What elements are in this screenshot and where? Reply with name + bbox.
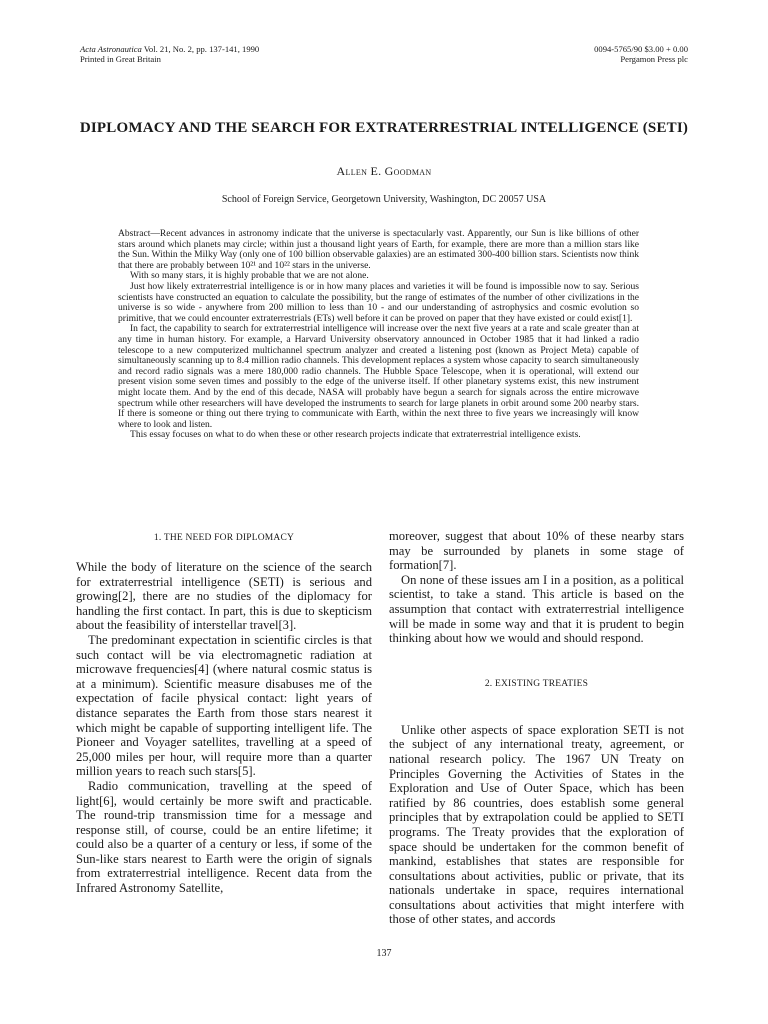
journal-name: Acta Astronautica (80, 44, 142, 54)
printed-in: Printed in Great Britain (80, 54, 161, 64)
abstract-paragraph: This essay focuses on what to do when these or other research projects indicate that extraterrestrial intelligence exists. (130, 429, 581, 441)
section-heading-1: 1. THE NEED FOR DIPLOMACY (153, 533, 295, 543)
right-column (389, 529, 684, 927)
body-paragraph: Radio communication, travelling at the speed of light[6], would certainly be more swift and practicable. The round-trip transmission time for a message and response still, of course, could be an entire lifetime; it could also be a quarter of a century or less, if some of the Sun-like stars nearest to Earth were the origin of signals from extraterrestrial intelligence. Recent data from the Infrared Astronomy Satellite, (76, 778, 372, 896)
abstract-paragraph: Just how likely extraterrestrial intelligence is or in how many places and varieties it will be found is impossible now to say. Serious scientists have constructed an equation to calculate the possibility, but the range of estimates of the number of other civilizations in the universe is so wide - anywhere from 200 million to less than 10 - and our understanding of astrophysics and cosmic evolution so primitive, that we could encounter extraterrestrials (ETs) well before it can be proved on paper that they have existed or could exist[1]. (118, 280, 639, 324)
left-column (76, 533, 372, 896)
journal-citation: Vol. 21, No. 2, pp. 137-141, 1990 (143, 44, 260, 54)
body-paragraph: moreover, suggest that about 10% of these nearby stars may be surrounded by planets in some stage of formation[7]. (389, 529, 684, 573)
running-header-right (594, 44, 688, 64)
body-paragraph: The predominant expectation in scientific circles is that such contact will be via electromagnetic radiation at microwave frequencies[4] (where natural cosmic status is at a minimum). Scientific measure disabuses me of the expectation of facile physical contact: light years of distance separates the Earth from those stars nearest it which might be capable of supporting intelligent life. The Pioneer and Voyager satellites, travelling at a speed of 25,000 miles per hour, will require more than a quarter million years to reach such stars[5]. (76, 632, 372, 779)
abstract-paragraph: Abstract—Recent advances in astronomy indicate that the universe is spectacularly vast. Apparently, our Sun is like billions of other stars around which planets may circle; within just a thousand light years of Earth, for example, there are more than a million stars like the Sun. Within the Milky Way (only one of 100 billion observable galaxies) are an estimated 300-400 billion stars. Scientists now think that there are probably between 10²¹ and 10²² stars in the universe. (118, 228, 639, 271)
abstract-paragraph: With so many stars, it is highly probable that we are not alone. (130, 270, 369, 282)
author-name: Allen E. Goodman (336, 164, 432, 178)
running-header-left (80, 44, 259, 64)
publisher: Pergamon Press plc (620, 54, 688, 64)
paper-title: DIPLOMACY AND THE SEARCH FOR EXTRATERRESTRIAL INTELLIGENCE (SETI) (79, 120, 689, 136)
body-paragraph: On none of these issues am I in a position, as a political scientist, to take a stand. This article is based on the assumption that contact with extraterrestrial intelligence will be made in some way and that it is prudent to begin thinking about how we would and should respond. (389, 572, 684, 646)
page-number: 137 (376, 948, 392, 959)
abstract-paragraph: In fact, the capability to search for extraterrestrial intelligence will increase over the next five years at a rate and scale greater than at any time in human history. For example, a Harvard University observatory announced in October 1985 that it had linked a radio telescope to a new computerized multichannel spectrum analyzer and created a listening post (known as Project Meta) capable of simultaneously scanning up to 8.4 million radio channels. This development replaces a system whose capacity to search simultaneously and record radio signals was a mere 180,000 radio channels. The Hubble Space Telescope, when it is operational, will extend our present vision some seven times and possibly to the edge of the universe itself. If other planetary systems exist, this new instrument might locate them. And by the end of this decade, NASA will probably have begun a search for signals across the entire microwave spectrum while other researchers will have developed the instruments to search for large planets in orbit around some 200 nearby stars. If there is someone or thing out there trying to communicate with Earth, within the next three to five years we increasingly will know where to look and listen. (118, 323, 639, 430)
body-paragraph: Unlike other aspects of space exploration SETI is not the subject of any international treaty, agreement, or national research policy. The 1967 UN Treaty on Principles Governing the Activities of States in the Exploration and Use of Outer Space, which has been ratified by 86 countries, does establish some general principles that by extrapolation could be applied to SETI programs. The Treaty provides that the exploration of space should be undertaken for the common benefit of mankind, establishes that states are responsible for consultations about activities, public or private, that its nationals undertake in space, requires international consultations about activities that might interfere with those of other states, and accords (389, 722, 684, 927)
section-heading-2: 2. EXISTING TREATIES (484, 678, 589, 689)
price-code: 0094-5765/90 $3.00 + 0.00 (594, 44, 688, 54)
abstract (118, 229, 639, 441)
author-affiliation: School of Foreign Service, Georgetown University, Washington, DC 20057 USA (221, 194, 547, 205)
body-paragraph: While the body of literature on the science of the search for extraterrestrial intelligence (SETI) is serious and growing[2], there are no studies of the diplomacy for handling the first contact. In part, this is due to skepticism about the feasibility of interstellar travel[3]. (76, 560, 372, 633)
